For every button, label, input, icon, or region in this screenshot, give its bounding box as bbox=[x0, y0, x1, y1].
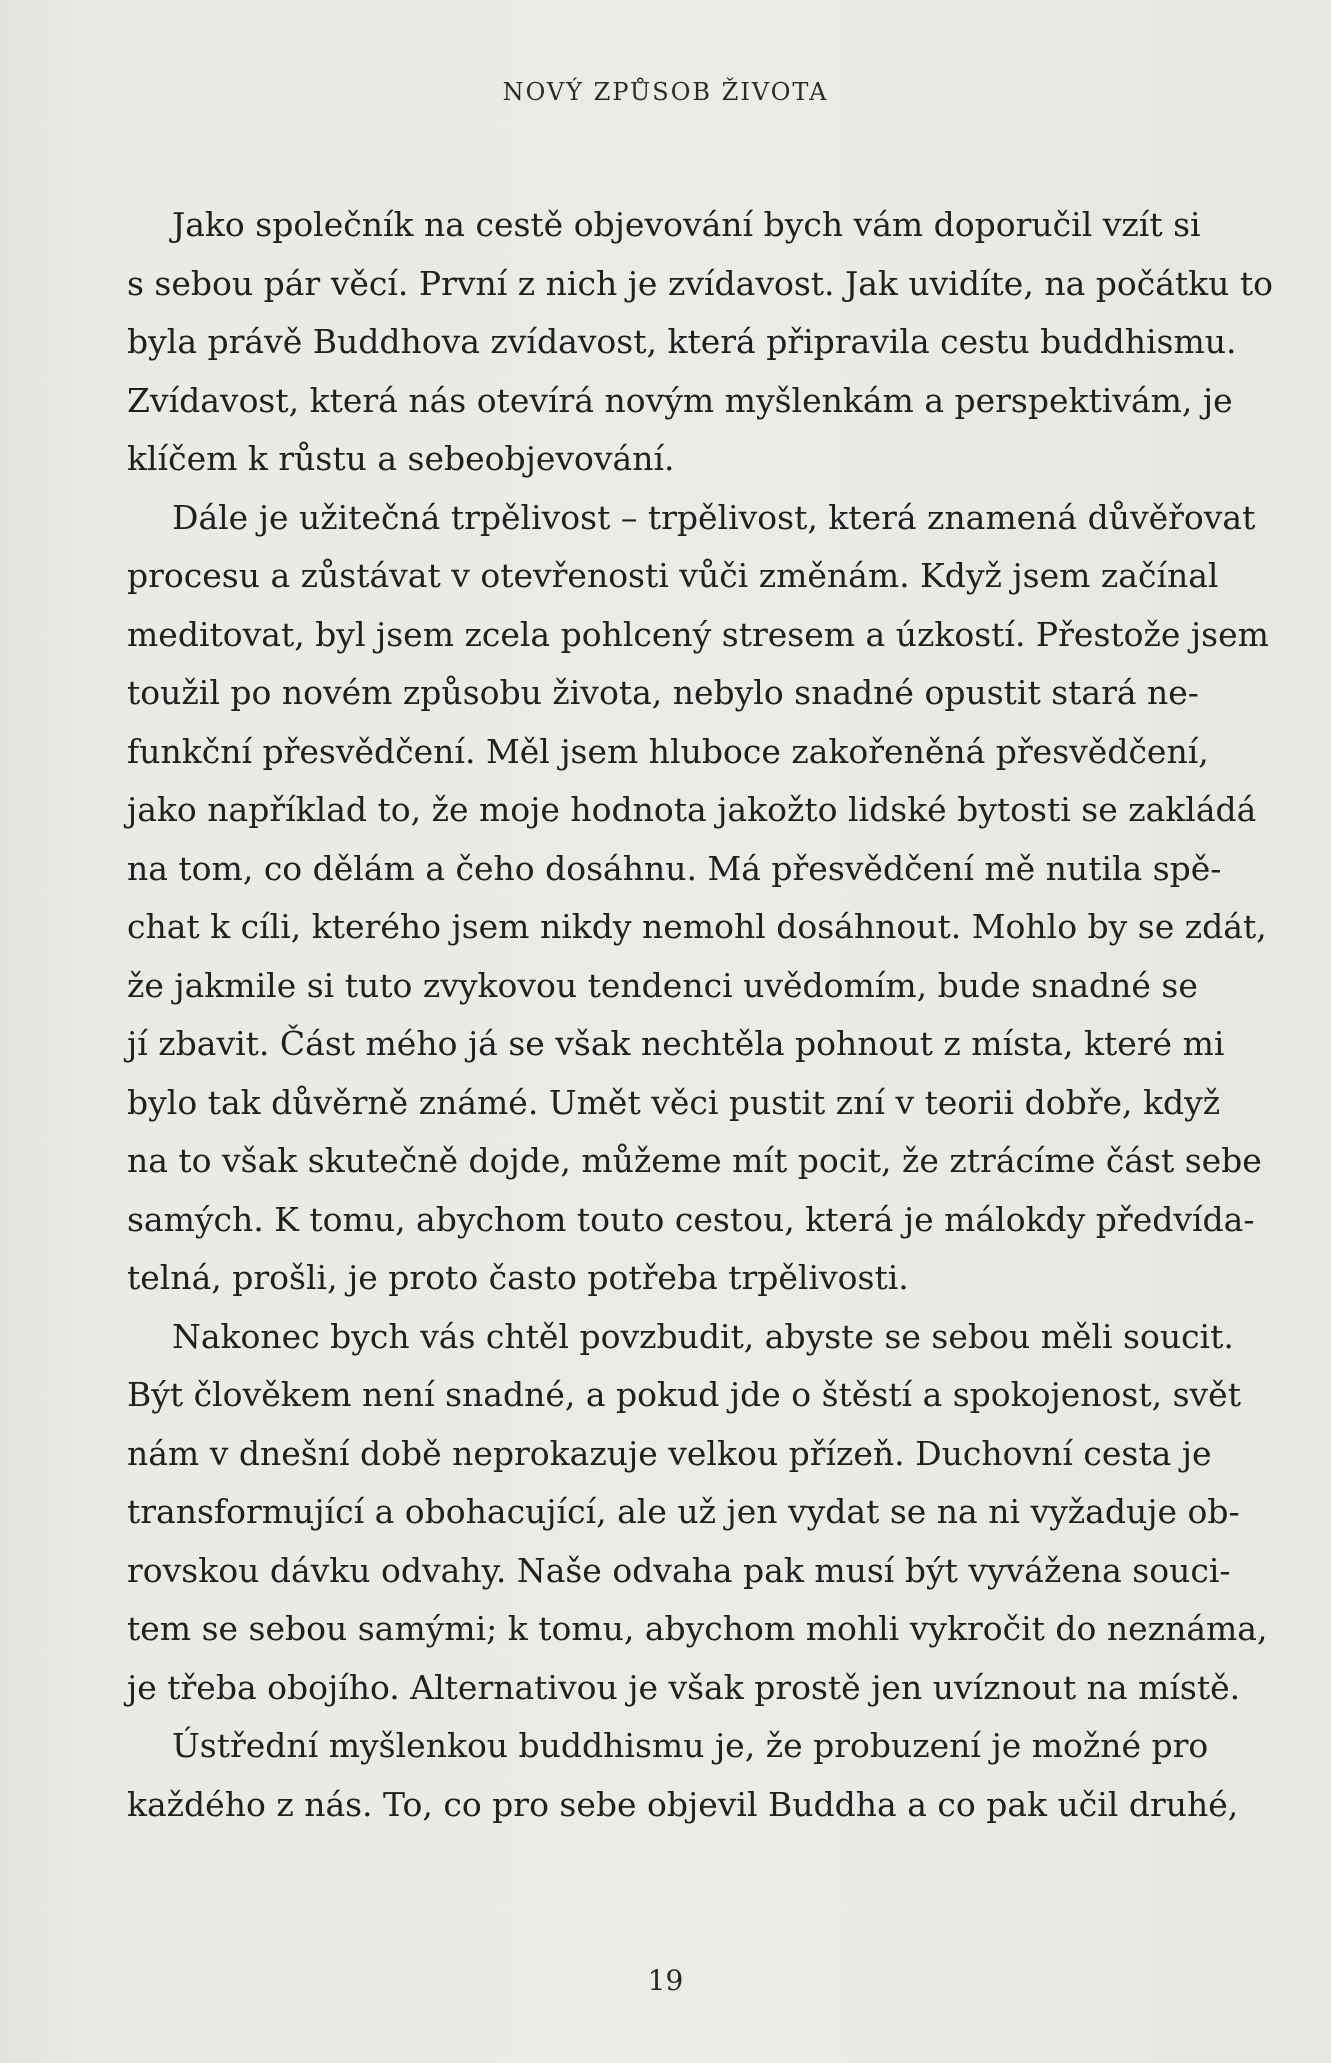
text-line: meditovat, byl jsem zcela pohlcený stresem a úzkostí. Přestože jsem bbox=[127, 614, 1269, 654]
text-line: na to však skutečně dojde, můžeme mít pocit, že ztrácíme část sebe bbox=[127, 1141, 1262, 1180]
text-line: Dále je užitečná trpělivost – trpělivost, která znamená důvěřovat bbox=[172, 497, 1256, 537]
text-line: je třeba obojího. Alternativou je však prostě jen uvíznout na místě. bbox=[127, 1667, 1241, 1707]
text-line: každého z nás. To, co pro sebe objevil Buddha a co pak učil druhé, bbox=[127, 1784, 1239, 1824]
text-line: Nakonec bych vás chtěl povzbudit, abyste se sebou měli soucit. bbox=[172, 1316, 1234, 1356]
text-line: tem se sebou samými; k tomu, abychom mohli vykročit do neznáma, bbox=[127, 1609, 1268, 1648]
text-line: Jako společník na cestě objevování bych vám doporučil vzít si bbox=[172, 205, 1201, 244]
text-line: funkční přesvědčení. Měl jsem hluboce zakořeněná přesvědčení, bbox=[127, 731, 1209, 771]
text-line: rovskou dávku odvahy. Naše odvaha pak musí být vyvážena souci- bbox=[127, 1550, 1231, 1590]
running-header: NOVÝ ZPŮSOB ŽIVOTA bbox=[502, 78, 829, 106]
text-line: Být člověkem není snadné, a pokud jde o štěstí a spokojenost, svět bbox=[127, 1375, 1241, 1414]
text-line: Zvídavost, která nás otevírá novým myšlenkám a perspektivám, je bbox=[127, 380, 1233, 420]
text-line: procesu a zůstávat v otevřenosti vůči změnám. Když jsem začínal bbox=[127, 556, 1219, 595]
text-line: Ústřední myšlenkou buddhismu je, že probuzení je možné pro bbox=[172, 1726, 1209, 1765]
text-line: že jakmile si tuto zvykovou tendenci uvědomím, bude snadné se bbox=[127, 965, 1198, 1005]
text-line: chat k cíli, kterého jsem nikdy nemohl dosáhnout. Mohlo by se zdát, bbox=[127, 907, 1267, 946]
text-line: jí zbavit. Část mého já se však nechtěla pohnout z místa, které mi bbox=[127, 1024, 1225, 1063]
text-line: jako například to, že moje hodnota jakožto lidské bytosti se zakládá bbox=[127, 790, 1257, 829]
text-line: bylo tak důvěrně známé. Umět věci pustit zní v teorii dobře, když bbox=[127, 1082, 1221, 1122]
text-line: transformující a obohacující, ale už jen vydat se na ni vyžaduje ob- bbox=[127, 1492, 1240, 1531]
text-line: byla právě Buddhova zvídavost, která připravila cestu buddhismu. bbox=[127, 322, 1237, 361]
page-number: 19 bbox=[647, 1964, 684, 1997]
text-line: s sebou pár věcí. První z nich je zvídavost. Jak uvidíte, na počátku to bbox=[127, 263, 1274, 303]
text-line: nám v dnešní době neprokazuje velkou přízeň. Duchovní cesta je bbox=[127, 1433, 1212, 1473]
text-line: toužil po novém způsobu života, nebylo snadné opustit stará ne- bbox=[127, 673, 1199, 712]
text-line: na tom, co dělám a čeho dosáhnu. Má přesvědčení mě nutila spě- bbox=[127, 848, 1222, 888]
text-line: klíčem k růstu a sebeobjevování. bbox=[127, 439, 675, 478]
body-text bbox=[127, 196, 1274, 1834]
text-line: samých. K tomu, abychom touto cestou, která je málokdy předvída- bbox=[127, 1199, 1255, 1239]
text-line: telná, prošli, je proto často potřeba trpělivosti. bbox=[127, 1258, 909, 1297]
